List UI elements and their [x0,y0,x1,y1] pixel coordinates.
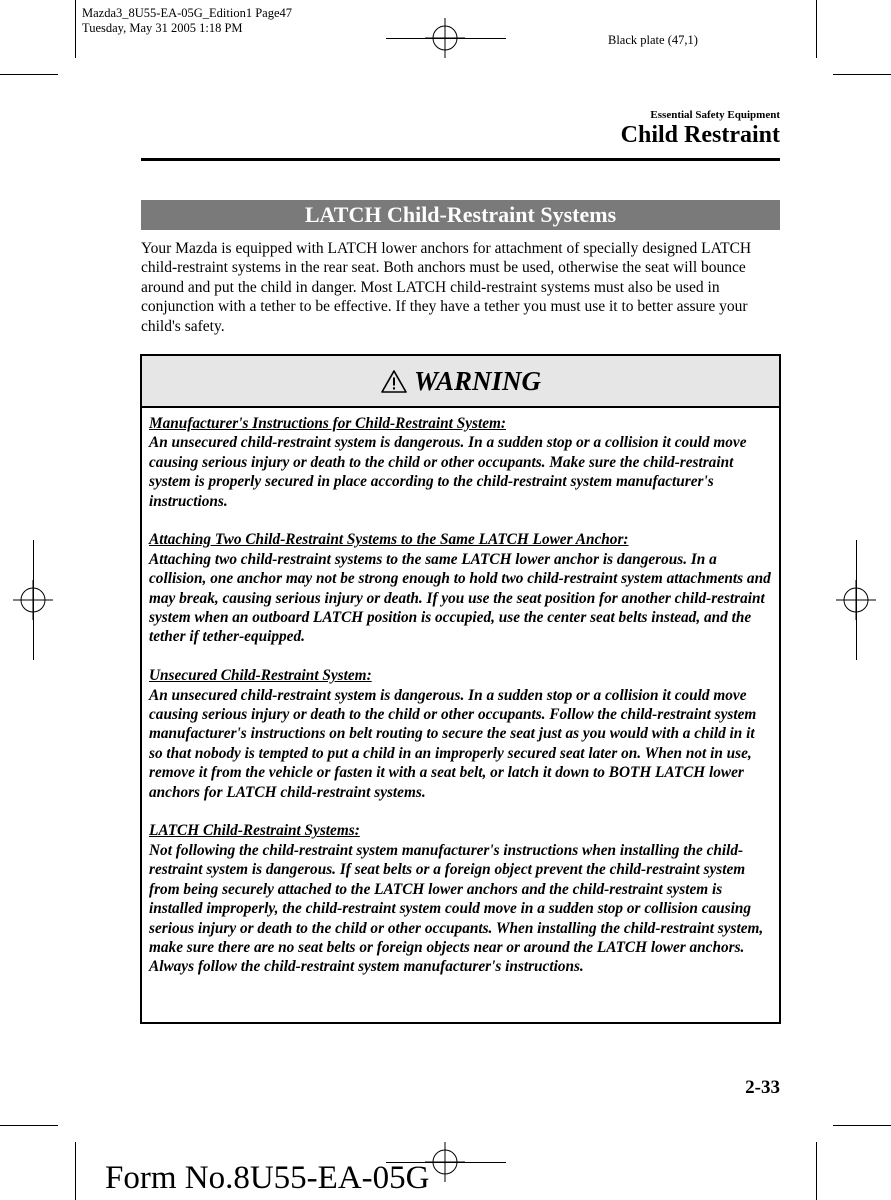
warning-item-heading: Manufacturer's Instructions for Child-Restraint System: [149,415,507,432]
crop-mark [75,1142,76,1200]
warning-item-text: An unsecured child-restraint system is dangerous. In a sudden stop or a collision it could move causing serious injury or death to the child or other occupants. Follow the child-restraint system manufacturer's instructions on belt routing to secure the seat just as you would with a child in it so that nobody is tempted to put a child in an improperly secured seat later on. When not in use, remove it from the vehicle or fasten it with a seat belt, or latch it down to BOTH LATCH lower anchors for LATCH child-restraint systems. [149,686,757,801]
crop-mark [386,38,506,39]
print-info-date: Tuesday, May 31 2005 1:18 PM [82,21,243,35]
intro-paragraph: Your Mazda is equipped with LATCH lower anchors for attachment of specially designed LATCH child-restraint systems in the rear seat. Both anchors must be used, otherwise the seat will bounce around and put the child in danger. Most LATCH child-restraint systems must also be used in conjunction with a tether to be effective. If they have a tether you must use it to better assure your child's safety. [141,240,752,335]
crop-mark [833,1125,891,1126]
page-number: 2-33 [745,1077,780,1098]
print-info [82,6,292,36]
page-heading: Child Restraint [620,122,780,148]
warning-item-text: Not following the child-restraint system manufacturer's instructions when installing the child-restraint system is dangerous. If seat belts or a foreign object prevent the child-restraint system from being securely attached to the LATCH lower anchors and the child-restraint system is installed improperly, the child-restraint system could move in a sudden stop or collision causing serious injury or death to the child or other occupants. When installing the child-restraint system, make sure there are no seat belts or foreign objects near or around the LATCH lower anchors. Always follow the child-restraint system manufacturer's instructions. [149,841,764,976]
section-title: LATCH Child-Restraint Systems [141,200,780,230]
crop-mark [856,540,857,660]
crop-mark [816,1142,817,1200]
crop-mark [833,74,891,75]
crop-mark [0,1125,58,1126]
warning-box [140,354,781,1024]
warning-item-text: Attaching two child-restraint systems to the same LATCH lower anchor is dangerous. In a collision, one anchor may not be strong enough to hold two child-restraint system attachments and may break, causing serious injury or death. If you use the seat position for another child-restraint system when an outboard LATCH position is occupied, use the center seat belts instead, and the tether if tether-equipped. [149,550,771,646]
warning-item-heading: LATCH Child-Restraint Systems: [149,822,360,840]
warning-item [149,666,771,802]
heading-rule [141,158,780,161]
crop-mark [33,540,34,660]
form-number: Form No.8U55-EA-05G [105,1160,430,1196]
warning-item [149,530,771,646]
warning-body [142,408,779,977]
warning-item-heading: Unsecured Child-Restraint System: [149,667,372,685]
warning-item-text: An unsecured child-restraint system is dangerous. In a sudden stop or a collision it could move causing serious injury or death to the child or other occupants. Make sure the child-restraint system is properly secured in place according to the child-restraint system manufacturer's instructions. [149,434,747,510]
warning-triangle-icon [380,369,408,394]
crop-mark [816,0,817,58]
warning-title: WARNING [413,365,542,396]
warning-item [149,414,771,511]
warning-item-heading: Attaching Two Child-Restraint Systems to the Same LATCH Lower Anchor: [149,531,629,549]
crop-mark [75,0,76,58]
crop-mark [0,74,58,75]
plate-info: Black plate (47,1) [608,33,698,47]
print-info-file: Mazda3_8U55-EA-05G_Edition1 Page47 [82,6,293,20]
section-label: Essential Safety Equipment [650,109,780,121]
warning-item [149,821,771,976]
warning-header [142,356,779,408]
